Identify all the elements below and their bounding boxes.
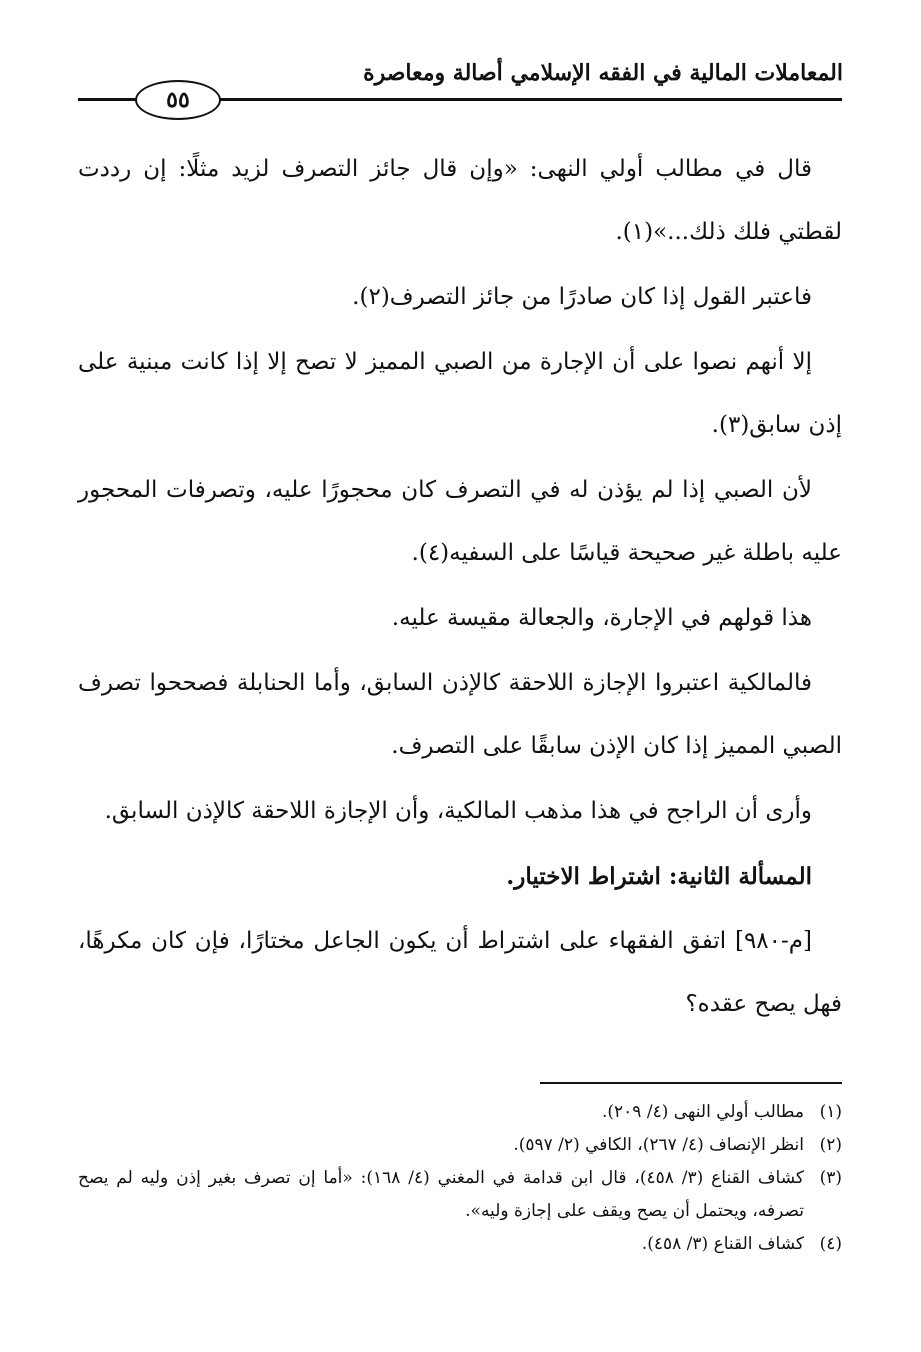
footnote-text: كشاف القناع (٣/ ٤٥٨)، قال ابن قدامة في المغني (٤/ ١٦٨): «أما إن تصرف بغير إذن وليه لم يصح تصرفه، ويحتمل أن يصح ويقف على إجازة وليه».: [78, 1168, 804, 1221]
paragraph: [م-٩٨٠] اتفق الفقهاء على اشتراط أن يكون الجاعل مختارًا، فإن كان مكرهًا، فهل يصح عقده؟: [78, 928, 842, 1017]
footnotes: [78, 1096, 842, 1261]
paragraph: هذا قولهم في الإجارة، والجعالة مقيسة عليه.: [391, 605, 812, 631]
footnote-number: (٤): [819, 1234, 842, 1254]
paragraph: قال في مطالب أولي النهى: «وإن قال جائز التصرف لزيد مثلًا: إن رددت لقطتي فلك ذلك...»(١).: [78, 156, 842, 245]
paragraph: لأن الصبي إذا لم يؤذن له في التصرف كان محجورًا عليه، وتصرفات المحجور عليه باطلة غير صحيحة قياسًا على السفيه(٤).: [78, 477, 842, 566]
footnote-item: [78, 1129, 842, 1162]
footnote-number: (١): [819, 1102, 842, 1122]
paragraph: فاعتبر القول إذا كان صادرًا من جائز التصرف(٢).: [352, 284, 812, 310]
page-number: ٥٥: [135, 80, 221, 120]
body-text: [78, 138, 842, 1038]
running-title: المعاملات المالية في الفقه الإسلامي أصالة ومعاصرة: [363, 60, 843, 86]
footnote-number: (٣): [819, 1168, 842, 1188]
footnote-text: مطالب أولي النهى (٤/ ٢٠٩).: [601, 1102, 804, 1122]
footnote-text: انظر الإنصاف (٤/ ٢٦٧)، الكافي (٢/ ٥٩٧).: [513, 1135, 804, 1155]
paragraph: فالمالكية اعتبروا الإجازة اللاحقة كالإذن السابق، وأما الحنابلة فصححوا تصرف الصبي المميز إذا كان الإذن سابقًا على التصرف.: [78, 670, 842, 759]
footnote-item: [78, 1228, 842, 1261]
section-heading: المسألة الثانية: اشتراط الاختيار.: [506, 863, 812, 890]
footnote-item: [78, 1162, 842, 1228]
paragraph: إلا أنهم نصوا على أن الإجارة من الصبي المميز لا تصح إلا إذا كانت مبنية على إذن سابق(٣).: [78, 349, 842, 438]
footnote-number: (٢): [819, 1135, 842, 1155]
footnote-text: كشاف القناع (٣/ ٤٥٨).: [641, 1234, 804, 1254]
footnote-separator: [540, 1082, 842, 1084]
footnote-item: [78, 1096, 842, 1129]
paragraph: وأرى أن الراجح في هذا مذهب المالكية، وأن الإجازة اللاحقة كالإذن السابق.: [104, 798, 812, 824]
